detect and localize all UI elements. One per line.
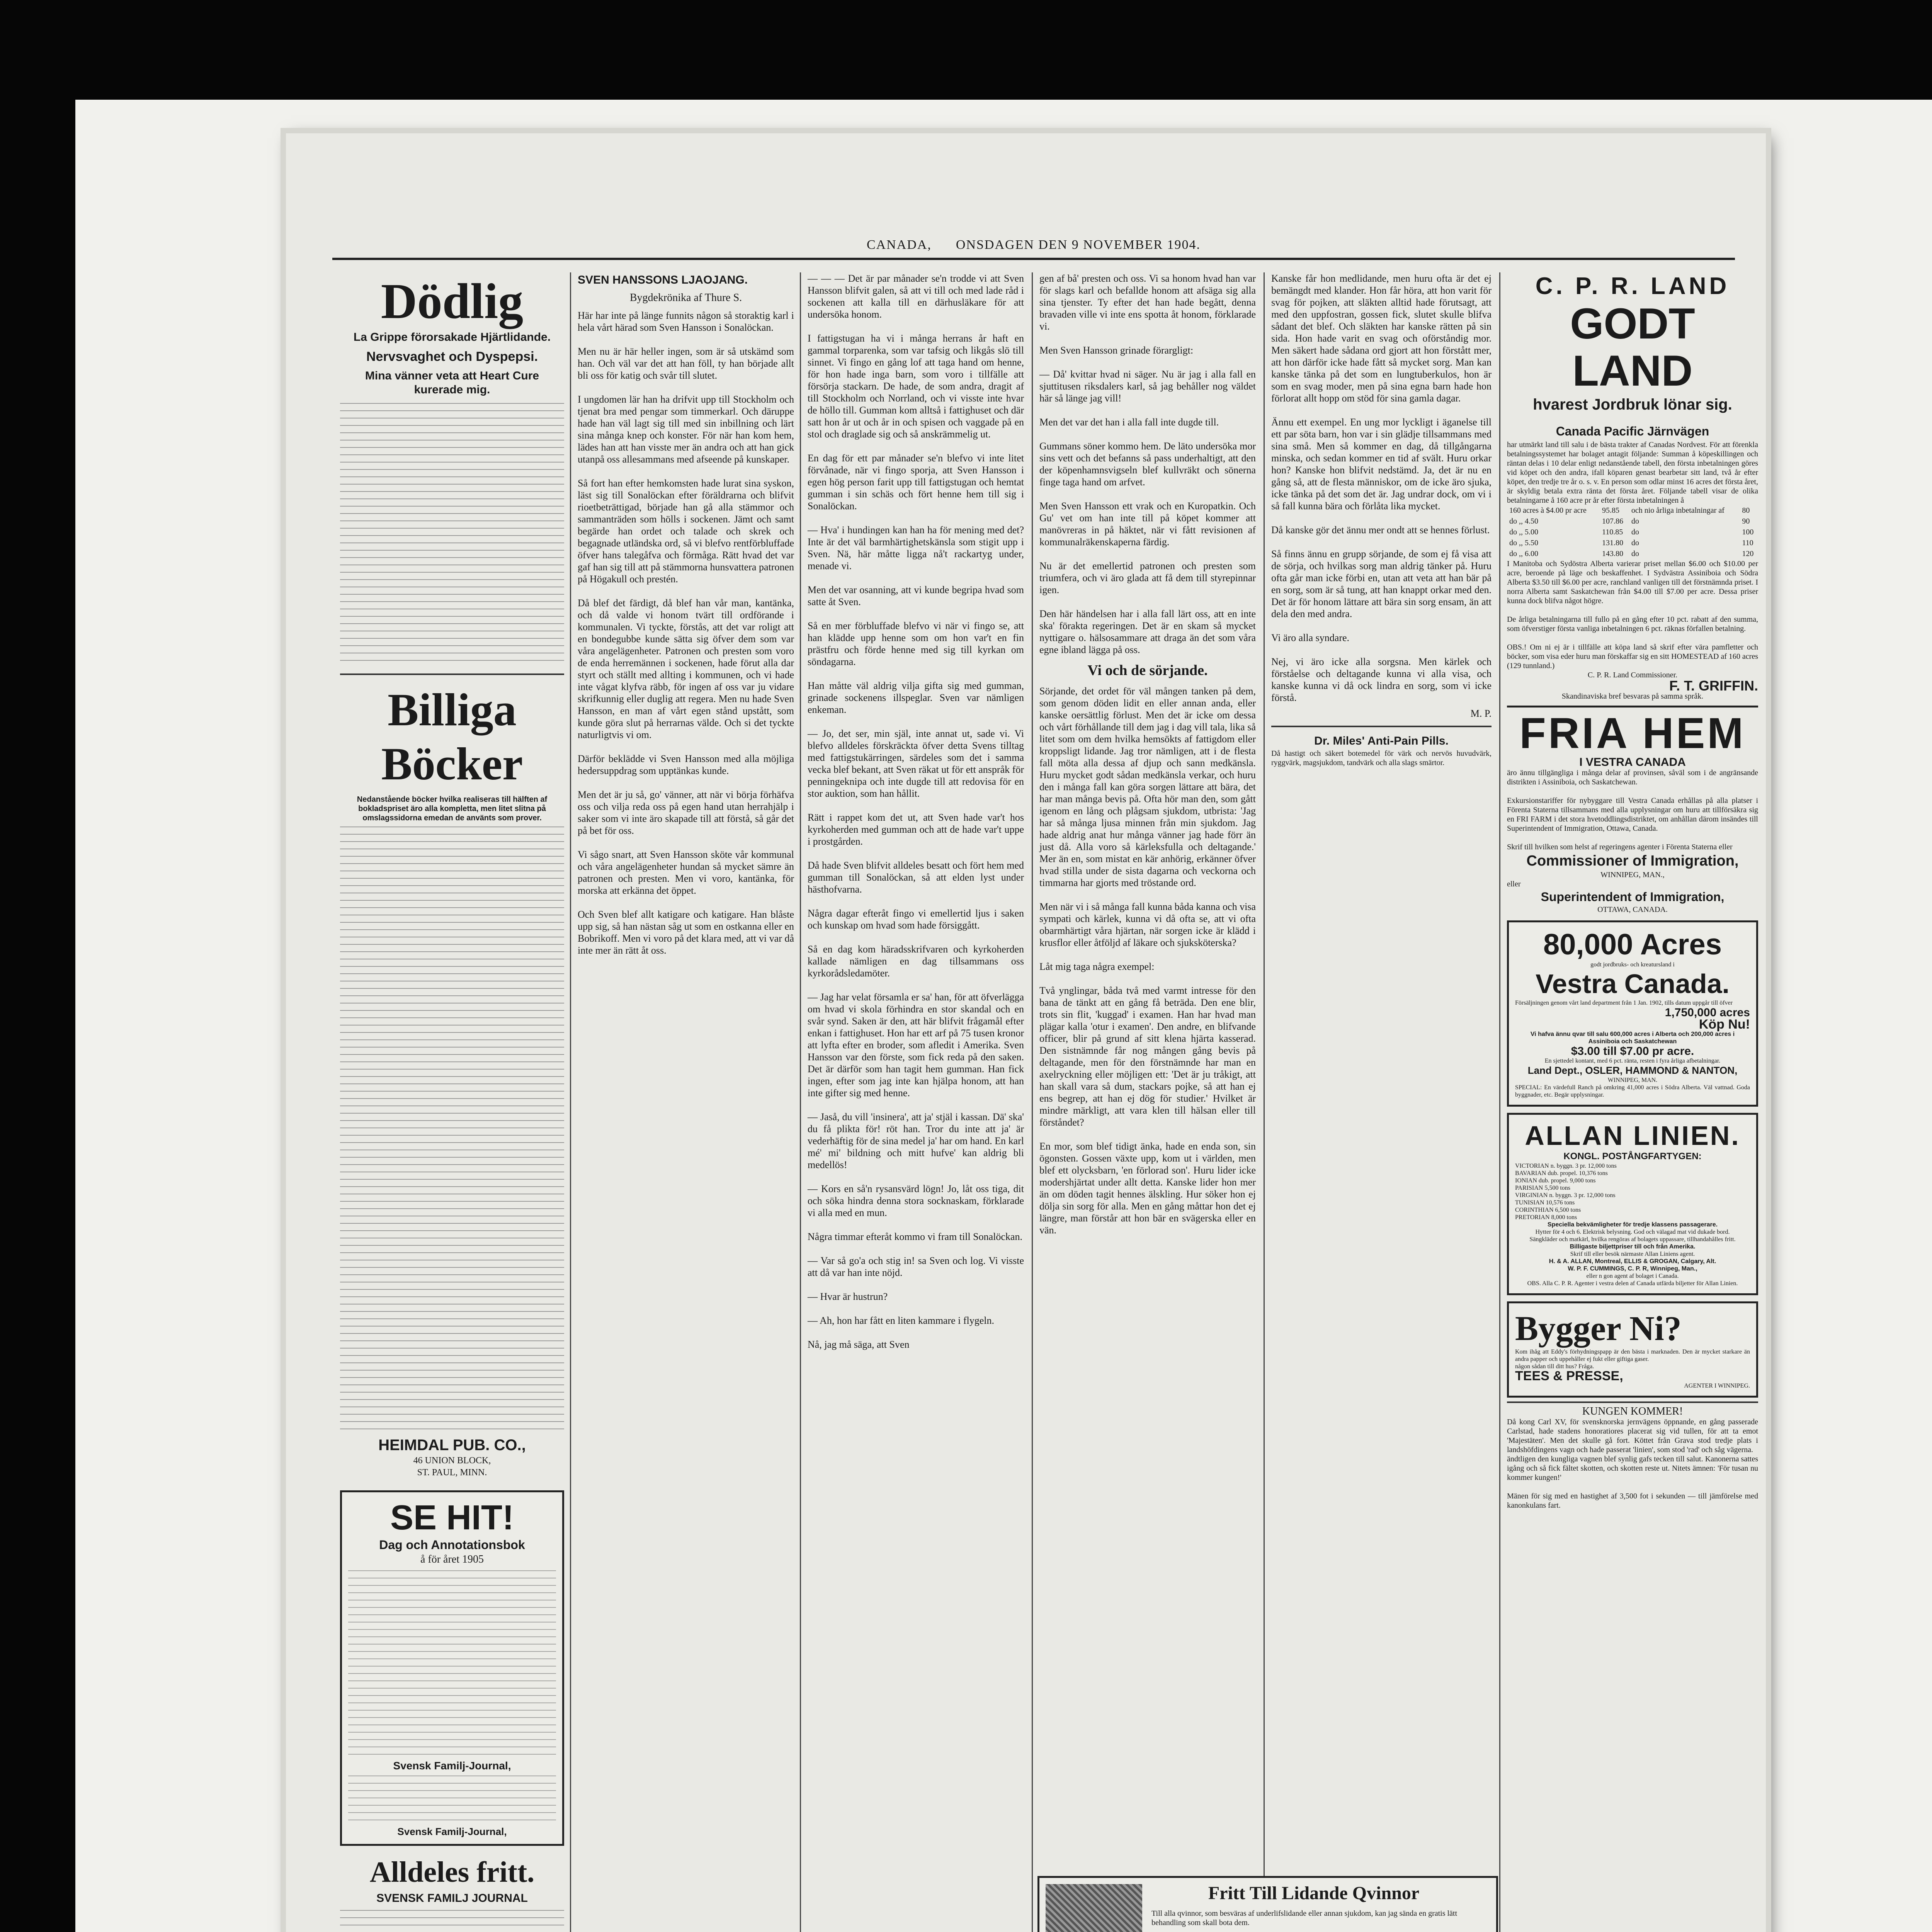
heimdal-city: ST. PAUL, MINN. <box>417 1468 487 1478</box>
acres-title1: 80,000 Acres <box>1543 928 1722 961</box>
allan-obs: OBS. Alla C. P. R. Agenter i vestra delen af Canada utfärda biljetter för Allan Linien. <box>1527 1280 1738 1287</box>
allan-agents1: H. & A. ALLAN, Montreal, ELLIS & GROGAN, Calgary, Alt. <box>1549 1258 1716 1265</box>
table-row: do ,, 6.00 143.80 do 120 <box>1509 549 1754 558</box>
kungen-text2: ändtligen den kungliga vagnen blef synlig gafs tecken till salut. Kanonerna sattes igång och så fick fältet skotten, och skotten reste ut. Nitets ämnen: 'För tusan nu kommer kungen!' Mänen för sig med en hastighet af 3,500 fot i sekunden — till jämförelse med kanonkulans fart. <box>1507 1455 1758 1510</box>
fria-c1b: WINNIPEG, MAN., <box>1600 871 1665 879</box>
allan-line3: Sängkläder och matkärl, hvilka rengöras af bolagets uppassare, tillhandahålles fritt. <box>1529 1236 1736 1243</box>
list-item: IONIAN dub. propel. 9,000 tons <box>1515 1177 1596 1184</box>
issue-date: ONSDAGEN DEN 9 NOVEMBER 1904. <box>956 238 1201 252</box>
column-3 <box>808 272 1024 1932</box>
list-item: PRETORIAN 8,000 tons <box>1515 1214 1577 1221</box>
se-hit-line2: å för året 1905 <box>420 1553 484 1565</box>
alldeles-title: Alldeles fritt. <box>369 1856 535 1888</box>
table-row: do ,, 5.50 131.80 do 110 <box>1509 539 1753 547</box>
billiga-intro: Nedanstående böcker hvilka realiseras till hälften af bokladspriset äro alla kompletta, men litet slitna på omslagssidorna emedan de använts som prover. <box>357 795 548 822</box>
story-text: Här har inte på länge funnits någon så storaktig karl i hela vårt härad som Sven Hansson i Sonalöckan. Men nu är här heller ingen, som är så utskämd som han. Och väl var det att han föll, ty han började allt bli oss för katig och svår till slutet. I ungdomen lär han ha drifvit upp till Stockholm och tjenat bra med pengar som timmerkarl. Och däruppe hade han väl lagt sig till med sin inbillning och lärt sina många knep och konster. För när han kom hem, lädes han att han visste mer än andra och att han gick utanpå oss allesammans med afseende på kunskaper. Så fort han efter hemkomsten hade lurat sina syskon, läst sig till Sonalöckan efter föräldrarna och blifvit rioetbeträttigad, började han gå alla stämmor och sammanträden som hölls i sockenen. Jämt och samt begärde han ordet och talade och skrek och begagnade utländska ord, så vi blefvo rentförbluffade öfver hans talegåfva och förmåga. Rätt hvad det var gaf han sig till att på stämmorna hunsvattera patronen på Högakull och prestén. Då blef det färdigt, då blef han vår man, kantänka, och då valde vi honom tvärt till ordförande i kommunalen. Vi tyckte, förstås, att det var roligt att en bondegubbe kunde sätta sig öfver dem som var våra angelägenheter. Patronen och presten som voro de enda herremännen i sockenen, hade förut alla dar styrt och ställt med allting i kommunen, och vi hade inte vågat klyfva räbb, för ingen af oss var ju vidare skrifkunnig eller duglig att regera. Men nu hade Sven Hansson, en man af vårt egen stånd upstått, som kunde göra slut på herrarnas välde. Och si det tyckte naturligtvis vi om. Därför beklädde vi Sven Hansson med alla möjliga hedersuppdrag som upptänkas kunde. Men det är ju så, go' vänner, att när vi börja förhäfva oss och vilja reda oss på egen hand utan herrahjälp i saker som vi inte äro skapade till att förstå, så går det på bet för oss. Vi sågo snart, att Sven Hansson sköte vår kommunal och våra angelägenheter hundan så mycket sämre än patronen och presten. Men vi voro, kantänka, för morska att erkänna det öppet. Och Sven blef allt katigare och katigare. Han blåste upp sig, så han nästan såg ut som en ostkanna eller en Bobrikoff. Men vi voro på det klara med, att vi var då inte mer än rätt åt oss. <box>578 310 794 956</box>
story-title: SVEN HANSSONS LJAOJANG. <box>578 274 748 286</box>
allan-linien-ad <box>1507 1113 1758 1295</box>
column-divider <box>1499 272 1500 1932</box>
column-divider <box>570 272 571 1932</box>
miles-title: Dr. Miles' Anti-Pain Pills. <box>1314 735 1449 747</box>
heimdal-publisher: HEIMDAL PUB. CO., <box>378 1437 526 1454</box>
acres-kop: Köp Nu! <box>1699 1017 1750 1032</box>
fria-eller: eller <box>1507 880 1521 888</box>
se-hit-title: SE HIT! <box>390 1498 514 1537</box>
fretter-ad <box>1037 1876 1498 1932</box>
kungen-article <box>1507 1401 1758 1510</box>
allan-line5: Skrif till eller besök närmaste Allan Liniens agent. <box>1570 1251 1695 1257</box>
billiga-title: Billiga Böcker <box>381 684 523 789</box>
column-divider <box>800 272 801 1932</box>
allan-ship-list <box>1515 1162 1750 1221</box>
list-item: PARISIAN 5,500 tons <box>1515 1185 1570 1191</box>
kungen-text: Då kong Carl XV, för svensknorska jernvägens öppnande, en gång passerade Carlstad, hade stadens honoratiores placerat sig vid tullen, för att ta emot 'Majestäten'. Men det skulle gå fort. Köttet från Grava stod tredje plats i landshöfdingens vagn och hade passerat 'linien', som stod 'rad' och såg vägerna. <box>1507 1418 1758 1454</box>
story-byline: Bygdekrönika af Thure S. <box>629 292 742 304</box>
sorjande-continued: Kanske får hon medlidande, men huru ofta är det ej bemängdt med klander. Hon får höra, att hon varit för svag för pojken, att släkten alltid hade förutsagt, att med den uppfostran, gossen fick, slutet skulle blifva sådant det blef. Och släkten har kanske rätten på sin sida. Hon hade varit en svag och oförståndig mor. Men säkert hade sådana ord gjort att hon förstått mer, att hon därför icke hade fått så mycket sorg. Man kan kanske tänka på det som en lungtuberkulos, hon är som en svag moder, men på sina egna barn hade hon förlorat allt hopp om stöd för sina gamla dagar. Ännu ett exempel. En ung mor lyckligt i äganelse till ett par söta barn, hon var i sin glädje tillsammans med sina små. Men så kommer en dag, då tillgångarna minska, och sedan kommer en tid af svält. Huru orkar hon? Kanske hon blifvit nedstämd. Ja, det är nu en gång så, att de flesta människor, om de icke äro sjuka, icke tänka på det som det är. Jag undrar dock, om vi i så fall kunna bära och förlåta lika mycket. Då kanske gör det ännu mer ondt att se hennes förlust. Så finns ännu en grupp sörjande, de som ej få visa att de sörja, och hvilkas sorg man aldrig tänker på. Huru ofta går man icke förbi en, utan att veta att han bär på en sorg, som är så tung, att han knappt orkar med den. Det är för honom lättare att bära sin sorg ensam, än att dela den med andra. Vi äro alla syndare. Nej, vi äro icke alla sorgsna. Men kärlek och förståelse och deltagande kunna vi alla visa, och kanske kunna vi då ock lindra en sorg, som vi icke förstå. <box>1271 273 1492 703</box>
column-6 <box>1507 272 1758 1932</box>
list-item: VICTORIAN n. byggn. 3 pr. 12,000 tons <box>1515 1163 1617 1169</box>
table-row: do ,, 4.50 107.86 do 90 <box>1509 517 1750 526</box>
cpr-line2: GODT LAND <box>1570 299 1695 395</box>
alldeles-journal: SVENSK FAMILJ JOURNAL <box>376 1892 528 1905</box>
heimdal-address: 46 UNION BLOCK, <box>413 1456 491 1466</box>
story-continued: — — — Det är par månader se'n trodde vi att Sven Hansson blifvit galen, så att vi till och med lade råd i sockenen att kalla till en därhusläkare för att undersöka honom. I fattigstugan ha vi i många herrans år haft en gammal torparenka, som var tafsig och likgås slö till sinnet. Vi fingo en gång lof att taga hand om henne, för hon hade inga barn, som voro i tillfälle att försörja stackarn. De hade, de som andra, dragit af till Stockholm och Norrland, och vi visste inte hvar de höllo till. Gumman kom alltså i fattighuset och där satt hon år ut och år in och spisen och vaggade på en stol och draglade sig och så anskrämmelig ut. En dag för ett par månader se'n blefvo vi inte litet förvånade, när vi fingo sporja, att Sven Hansson i egen hög person farit upp till fattigstugan och hemtat gumman i sin schäs och fört henne hem till sig i Sonalöckan. — Hva' i hundingen kan han ha för mening med det? Inte är det väl barmhärtighetskänsla som stigit upp i Sven. Nä, här måtte ligga nå't rackartyg under, menade vi. Men det var osanning, att vi kunde begripa hvad som satte åt Sven. Så en mer förbluffade blefvo vi när vi fingo se, att han klädde upp henne som om hon var't en fin prästfru och förde henne med sig till kyrkan om söndagarna. Han måtte väl aldrig vilja gifta sig med gumman, grinade sockenens illspeglar. Sven var nämligen enkeman. — Jo, det ser, min själ, inte annat ut, sade vi. Vi blefvo alldeles förskräckta öfver detta Svens tilltag med fattigstukärringen, särdeles som det i samma vecka blef bekant, att Sven räkat ut för ett anspråk för penningeknipa och inte dugde till att redovisa för en stor auktion, som han hållit. Rätt i rappet kom det ut, att Sven hade var't hos kyrkoherden med gumman och att de hade var't uppe i prostgården. Då hade Sven blifvit alldeles besatt och fört hem med gumman till Sonalöckan, så att elden lyst under hästhofvarna. Några dagar efteråt fingo vi emellertid ljus i saken och kunskap om hvad som hade försiggått. Så en dag kom häradsskrifvaren och kyrkoherden kallade nämligen en dag tillsammans oss kyrkorådsledamöter. — Jag har velat församla er sa' han, för att öfverlägga om hvad vi skola förhindra en stor skandal och en svår synd. Saken är den, att här blifvit frågamål efter enkan i fattighuset. Hon har ett arf på 75 tusen kronor att lyfta efter en broder, som afledit i Amerika. Sven Hansson var den förste, som fick reda på den saken. Det är därför som han tagit hem gumman. Han fick ingen, efter som jag inte kan hjälpa honom, att han inte gifter sig med henne. — Jaså, du vill 'insinera', att ja' stjäl i kassan. Dä' ska' du få plikta för! röt han. Tror du inte att ja' är vederhäftig för de sina medel ja' har om hand. En karl mé' mi' bildning och mitt hufve' kan aldrig bli medellös! — Kors en så'n rysansvärd lögn! Jo, låt oss tiga, dit och söka hindra denna stora socknaskam, förklarade vi alla med en mun. Några timmar efteråt kommo vi fram till Sonalöckan. — Var så go'a och stig in! sa Sven och log. Vi visste att då var han inte nöjd. — Hvar är hustrun? — Ah, hon har fått en liten kammare i flygeln. Nå, jag må säga, att Sven <box>808 273 1024 1350</box>
acres-ad <box>1507 920 1758 1107</box>
sorjande-title: Vi och de sörjande. <box>1087 662 1208 679</box>
table-row: 160 acres à $4.00 pr acre 95.85 och nio årliga inbetalningar af 80 <box>1509 506 1750 515</box>
book-list <box>340 827 564 1429</box>
table-row: do ,, 5.00 110.85 do 100 <box>1509 528 1754 536</box>
allan-agents3: eller n gon agent af bolaget i Canada. <box>1586 1273 1679 1279</box>
acres-special: SPECIAL: En värdefull Ranch på omkring 41,000 acres i Södra Alberta. Väl vattnad. Goda byggnader, etc. Begär upplysningar. <box>1515 1084 1750 1098</box>
fria-text: äro ännu tillgängliga i många delar af provinsen, såväl som i de angränsande distrikten i Assiniboia, och Saskatchewan. Exkursionstariffer för nybyggare till Vestra Canada erhållas på alla platser i Förenta Staterna tillsammans med alla upplysningar om huru att tillförsäkra sig en FRI FARM i det stora hvetoddlingsdistriktet, om anhållan därom insändes till Superintendent of Immigration, Ottawa, Canada. Skrif till hvilken som helst af regeringens agenter i Förenta Staterna eller <box>1507 769 1758 851</box>
cpr-line1: C. P. R. LAND <box>1535 273 1730 299</box>
acres-line: Vi hafva ännu qvar till salu 600,000 acres i Alberta och 200,000 acres i Assiniboia och Saskatchewan <box>1530 1031 1735 1045</box>
acres-text: Försäljningen genom vårt land department från 1 Jan. 1902, tills datum uppgår till öfver <box>1515 1000 1733 1006</box>
column-4 <box>1039 272 1256 1868</box>
acres-title2: Vestra Canada. <box>1536 969 1730 999</box>
kungen-title: KUNGEN KOMMER! <box>1582 1405 1683 1417</box>
acres-price: $3.00 till $7.00 pr acre. <box>1571 1045 1694 1058</box>
fria-c2: Superintendent of Immigration, <box>1541 890 1725 904</box>
cpr-text: har utmärkt land till salu i de bästa trakter af Canadas Nordvest. För att förenkla betalningssystemet har bolaget antagit följande: Summan å köpeskillingen och räntan delas i 10 delar enligt nedanstående tabell, den första inbetalningen göres vid köpet och den andra, ifall köparen genast bearbetar sitt land, två år efter köpet, den tredje tre år o. s. v. En person som odlar minst 16 acres det första året, är skyldig betala extra ränta det första året. Följande tabell visar de olika betalningarne å 160 acre pr år efter första inbetalningen å <box>1507 440 1758 505</box>
allan-line2: Hytter för 4 och 6. Elektrisk belysning. God och välagad mat vid dukade bord. <box>1535 1229 1730 1235</box>
fretter-text: Till alla qvinnor, som besväras af underlifslidande eller annan sjukdom, kan jag sända en gratis lätt behandling som skall bota dem. <box>1151 1909 1458 1927</box>
cpr-name: F. T. GRIFFIN. <box>1669 678 1758 694</box>
cpr-line3: hvarest Jordbruk lönar sig. <box>1533 396 1732 413</box>
acres-city: WINNIPEG, MAN. <box>1607 1077 1658 1083</box>
column-divider <box>1032 272 1033 1932</box>
allan-line1: Speciella bekvämligheter för tredje klassens passagerare. <box>1547 1221 1718 1228</box>
fria-c2b: OTTAWA, CANADA. <box>1597 905 1668 914</box>
bygger-agents: AGENTER I WINNIPEG. <box>1684 1383 1750 1389</box>
acres-amount: 1,750,000 acres <box>1665 1006 1750 1019</box>
list-item: BAVARIAN dub. propel. 10,376 tons <box>1515 1170 1608 1177</box>
fria-sub: I VESTRA CANADA <box>1579 756 1686 769</box>
acres-sub: godt jordbruks- och kreatursland i <box>1590 961 1675 968</box>
paper-name: CANADA, <box>866 238 932 252</box>
fretter-title: Fritt Till Lidande Qvinnor <box>1208 1883 1420 1903</box>
list-item: TUNISIAN 10,576 tons <box>1515 1199 1575 1206</box>
sorjande-signature: M. P. <box>1470 708 1492 719</box>
allan-agents2: W. P. F. CUMMINGS, C. P. R, Winnipeg, Man., <box>1568 1265 1697 1272</box>
cpr-heading: Canada Pacific Järnvägen <box>1556 424 1709 438</box>
se-hit-journal: Svensk Familj-Journal, <box>393 1760 511 1772</box>
cpr-text2: I Manitoba och Sydöstra Alberta varierar priset mellan $6.00 och $10.00 per acre, beroende på läge och beskaffenhet. I Sydvästra Assiniboia och Södra Alberta $3.50 till $6.00 per acre, ranchland vanligen till det förstnämnda priset. I norra Alberta samt Saskatchewan från $4.00 till $7.00 per acre. Dessa priser kunna dock blifva något högre. De årliga betalningarna till fullo på en gång efter 10 pct. rabatt af den summa, som öfverstiger första vanliga inbetalningen 6 pct. räknas förfallen betalning. OBS.! Om ni ej är i tillfälle att köpa land så skrif efter vära pamfletter och böcker, som visa eder huru man förskaffar sig en sitt HOMESTEAD af 160 acres (129 tunnland.) <box>1507 560 1758 670</box>
masthead <box>332 238 1735 253</box>
newspaper-page <box>286 133 1766 1932</box>
bygger-text: Kom ihåg att Eddy's förhydningspapp är den bästa i marknaden. Den är mycket starkare än andra papper och uppehåller ej fukt eller giftiga gaser. <box>1515 1349 1750 1362</box>
allan-sub: KONGL. POSTÅNGFARTYGEN: <box>1563 1151 1702 1162</box>
allan-line4: Billigaste biljettpriser till och från Amerika. <box>1570 1243 1696 1250</box>
fria-title: FRIA HEM <box>1519 709 1746 757</box>
column-2 <box>578 272 794 1932</box>
list-item: CORINTHIAN 6,500 tons <box>1515 1207 1581 1213</box>
se-hit-ad <box>340 1490 564 1846</box>
se-hit-journal2: Svensk Familj-Journal, <box>397 1826 507 1837</box>
se-hit-line1: Dag och Annotationsbok <box>379 1538 525 1552</box>
bygger-name: TEES & PRESSE, <box>1515 1369 1623 1383</box>
story-ending: gen af bå' presten och oss. Vi sa honom hvad han var för slags karl och befallde honom att afsäga sig alla sina tjenster. Ty efter det han hade begått, denna bravaden ville vi inte ens spotta åt honom, förklarade vi. Men Sven Hansson grinade förargligt: — Då' kvittar hvad ni säger. Nu är jag i alla fall en sjuttitusen riksdalers karl, så jag behåller nog väldet här så länge jag vill! Men det var det han i alla fall inte dugde till. Gummans söner kommo hem. De läto undersöka mor sins vett och det befanns så pass underhaltigt, att den der köpenhamnsvigseln blef kullvräkt och sönerna finge taga hand om arfvet. Men Sven Hansson ett vrak och en Kuropatkin. Och Gu' vet om han inte till på köpet kommer att manövreras in på häktet, när vi fått revisionen af kommunalräkenskaperna färdig. Nu är det emellertid patronen och presten som triumfera, och vi äro glada att få dem till styrepinnar igen. Den här händelsen har i alla fall lärt oss, att en inte ska' förakta regeringen. Det är en skam så mycket nyttigare o. hälsosammare att draga än det som våra egne ibland lägga på oss. <box>1039 273 1256 655</box>
cpr-price-table <box>1507 505 1758 559</box>
allan-title: ALLAN LINIEN. <box>1525 1121 1740 1151</box>
column-1 <box>340 272 564 1932</box>
woman-portrait <box>1046 1884 1142 1932</box>
dodlig-sub1: La Grippe förorsakade Hjärtlidande. <box>353 331 551 344</box>
sorjande-text: Sörjande, det ordet för väl mången tanken på dem, som genom döden lidit en eller annan anda, eller kanske oersättlig förlust. Men det är icke om dessa och vårt förhållande till dem jag i dag vill tala, lika så litet som om dem hvilka hemsökts af fattigdom eller kroppsligt lidande. Jag tror nämligen, att i de flesta fall möta alla dessa af djup och sann medkänsla. Huru mycket godt sådan medkänsla verkar, och huru den i många fall kan göra sorgen lättare att bära, det har man många bevis på. Ofta hör man den, som gått igenom en lång och plågsam sjukdom, utbrista: 'Jag har så många ljusa minnen från min sjukdom. Jag hade aldrig anat hur många vänner jag hade förr än just då. Alla voro så kärleksfulla och deltagande.' Mer än en, som mistat en kär anhörig, erkänner öfver hvad stilla under de sista dagarna och veckorna och timmarna har gjorts med tröstande ord. Men när vi i så många fall kunna båda kanna och visa sympati och kärlek, kunna vi då ofta se, att vi ofta obarmhärtigt våra hjärtan, när sorgen icke är klädd i krusflor eller åtföljd af läkare och sjuksköterska? Låt mig taga några exempel: Två ynglingar, båda två med varmt intresse för den bana de tänkt att en gång få beträda. Den ene blir, trots sin flit, 'kuggad' i examen. Han har hvad man plägar kalla 'otur i examen'. Den andre, en blifvande officer, blir på grund af sitt klena hjärta kasserad. Den sistnämnde får nog mången gång bevis på deltagande, men för den förstnämnde har man en axelryckning eller möjligen ett: 'Det är ju tråkigt, att han skall vara så dum, stackars pojke, så att han ej ens begrep, att han ej dög för studier.' Hvilket är mindre märkligt, att vara klen till hälsan eller till förståndet? En mor, som blef tidigt änka, hade en enda son, sin ögonsten. Gossen växte upp, kom ut i världen, men blef ett olycksbarn, 'en förlorad son'. Huru lider icke modershjärtat under allt detta. Kanske lider hon mer än om döden tagit hennes älskling. Hur söker hon ej dölja sin sorg för alla. Men en gång måttar hon det ej längre, man förstår att hon bär en svägerska eller en vän. <box>1039 685 1256 1236</box>
acres-dept: Land Dept., OSLER, HAMMOND & NANTON, <box>1527 1065 1738 1076</box>
bygger-ad <box>1507 1301 1758 1398</box>
bygger-title: Bygger Ni? <box>1515 1310 1682 1348</box>
fria-hem-ad <box>1507 706 1758 914</box>
acres-terms: En sjettedel kontant, med 6 pct. ränta, resten i fyra årliga afbetalningar. <box>1544 1058 1721 1064</box>
dodlig-title: Dödlig <box>381 274 524 329</box>
dodlig-sub3: Mina vänner veta att Heart Cure kurerade mig. <box>365 369 539 396</box>
column-5 <box>1271 272 1492 1868</box>
bygger-text2: någon sådan till ditt hus? Fråga. <box>1515 1363 1594 1370</box>
list-item: VIRGINIAN n. byggn. 3 pr. 12,000 tons <box>1515 1192 1616 1199</box>
cpr-footer: Skandinaviska bref besvaras på samma språk. <box>1561 692 1704 701</box>
dodlig-sub2: Nervsvaghet och Dyspepsi. <box>366 349 538 364</box>
masthead-rule <box>332 258 1735 260</box>
fria-c1: Commissioner of Immigration, <box>1526 853 1739 869</box>
miles-text: Då hastigt och säkert botemedel för värk och nervös huvudvärk, ryggvärk, magsjukdom, tandvärk och alla slags smärtor. <box>1271 749 1492 767</box>
dodlig-body <box>340 403 564 666</box>
column-divider <box>1264 272 1265 1932</box>
cpr-commissioner: C. P. R. Land Commissioner. <box>1587 671 1678 679</box>
